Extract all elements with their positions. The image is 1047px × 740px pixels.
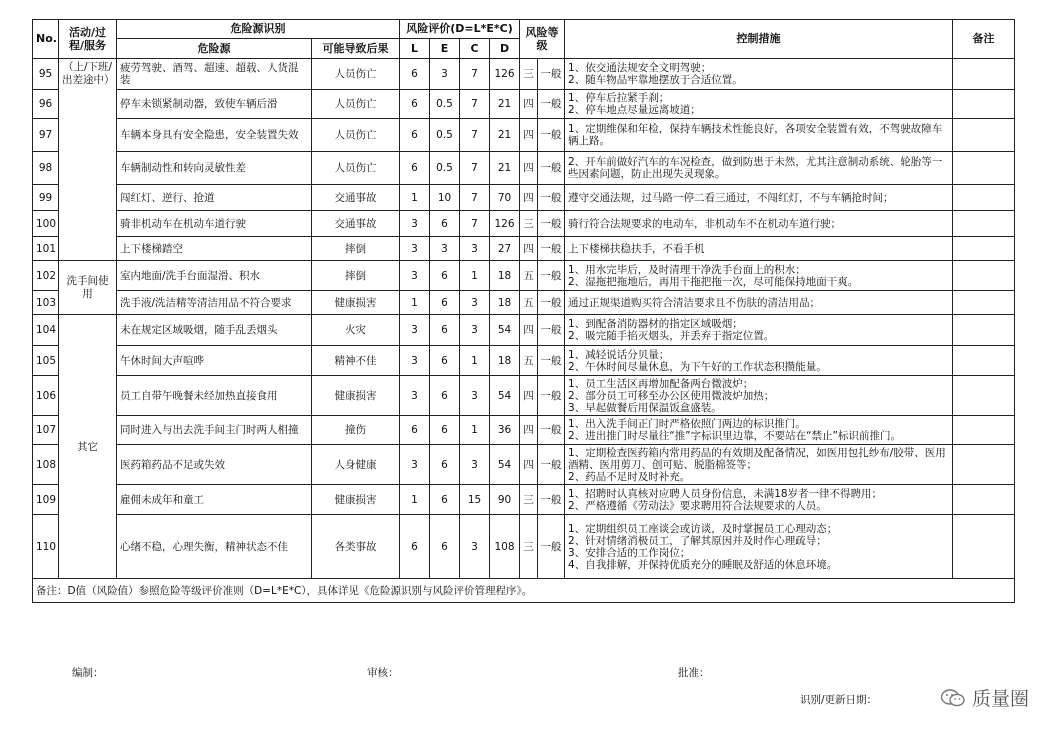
header-control: 控制措施 xyxy=(565,20,953,59)
control-line: 1、依交通法规安全文明驾驶； xyxy=(568,62,712,74)
prepared-by-label: 编制： xyxy=(72,667,104,679)
d-value: 54 xyxy=(490,315,520,346)
l-value: 6 xyxy=(400,515,430,579)
c-value: 3 xyxy=(460,515,490,579)
consequence-cell: 摔倒 xyxy=(312,237,400,261)
control-measures xyxy=(565,237,953,261)
risk-level: 四 xyxy=(520,416,538,445)
e-value: 0.5 xyxy=(430,152,460,185)
risk-category: 一般 xyxy=(538,211,565,237)
control-line: 通过正规渠道购买符合清洁要求且不伤肤的清洁用品； xyxy=(568,296,821,309)
control-measures xyxy=(565,515,953,579)
approved-by-label: 批准： xyxy=(678,667,710,679)
risk-level: 五 xyxy=(520,291,538,315)
control-line: 2、严格遵循《劳动法》要求聘用符合法规要求的人员。 xyxy=(568,499,827,512)
e-value: 6 xyxy=(430,261,460,291)
remark-cell xyxy=(953,346,1015,376)
l-value: 3 xyxy=(400,315,430,346)
header-hazard: 危险源 xyxy=(117,39,312,59)
l-value: 1 xyxy=(400,291,430,315)
row-number: 97 xyxy=(33,119,59,152)
row-number: 98 xyxy=(33,152,59,185)
c-value: 7 xyxy=(460,185,490,211)
l-value: 3 xyxy=(400,445,430,485)
e-value: 6 xyxy=(430,445,460,485)
consequence-cell: 火灾 xyxy=(312,315,400,346)
control-line: 2、随车物品牢靠地摆放于合适位置。 xyxy=(568,74,743,86)
control-line: 遵守交通法规，过马路一停二看三通过，不闯红灯，不与车辆抢时间； xyxy=(568,191,894,204)
control-measures xyxy=(565,185,953,211)
l-value: 1 xyxy=(400,485,430,515)
risk-category: 一般 xyxy=(538,261,565,291)
d-value: 21 xyxy=(490,119,520,152)
control-line: 2、吸完随手掐灭烟头，并丢弃于指定位置。 xyxy=(568,330,775,342)
table-row xyxy=(33,90,1015,119)
remark-cell xyxy=(953,485,1015,515)
c-value: 7 xyxy=(460,211,490,237)
remark-cell xyxy=(953,315,1015,346)
risk-register-table xyxy=(32,19,1015,603)
control-measures xyxy=(565,416,953,445)
table-row xyxy=(33,485,1015,515)
hazard-cell: 骑非机动车在机动车道行驶 xyxy=(117,211,312,237)
remark-cell xyxy=(953,152,1015,185)
consequence-cell: 人员伤亡 xyxy=(312,119,400,152)
row-number: 96 xyxy=(33,90,59,119)
control-line: 1、招聘时认真核对应聘人员身份信息，未满18岁者一律不得聘用； xyxy=(568,487,883,500)
table-row xyxy=(33,237,1015,261)
e-value: 6 xyxy=(430,291,460,315)
control-measures xyxy=(565,59,953,90)
d-value: 54 xyxy=(490,445,520,485)
e-value: 10 xyxy=(430,185,460,211)
row-number: 109 xyxy=(33,485,59,515)
control-line: 1、定期组织员工座谈会或访谈，及时掌握员工心理动态； xyxy=(568,522,838,535)
d-value: 90 xyxy=(490,485,520,515)
risk-level: 三 xyxy=(520,515,538,579)
risk-category: 一般 xyxy=(538,346,565,376)
risk-level: 四 xyxy=(520,315,538,346)
remark-cell xyxy=(953,515,1015,579)
control-line: 2、部分员工可移至办公区使用微波炉加热； xyxy=(568,389,775,402)
control-line: 上下楼梯扶稳扶手，不看手机 xyxy=(568,242,705,255)
table-row xyxy=(33,185,1015,211)
d-value: 126 xyxy=(490,211,520,237)
table-row xyxy=(33,416,1015,445)
risk-category: 一般 xyxy=(538,152,565,185)
control-line: 2、午休时间尽量休息，为下午好的工作状态积攒能量。 xyxy=(568,360,827,373)
risk-level: 四 xyxy=(520,445,538,485)
table-row xyxy=(33,291,1015,315)
risk-level: 四 xyxy=(520,185,538,211)
table-row xyxy=(33,346,1015,376)
l-value: 3 xyxy=(400,376,430,416)
control-measures xyxy=(565,211,953,237)
row-number: 101 xyxy=(33,237,59,261)
control-line: 1、减轻说话分贝量； xyxy=(568,348,670,361)
hazard-cell: 午休时间大声喧哗 xyxy=(117,346,312,376)
c-value: 3 xyxy=(460,291,490,315)
risk-category: 一般 xyxy=(538,59,565,90)
table-row xyxy=(33,119,1015,152)
header-L: L xyxy=(400,39,430,59)
risk-level: 四 xyxy=(520,237,538,261)
c-value: 7 xyxy=(460,119,490,152)
l-value: 3 xyxy=(400,261,430,291)
hazard-cell: 心绪不稳，心理失衡，精神状态不佳 xyxy=(117,515,312,579)
c-value: 1 xyxy=(460,416,490,445)
hazard-cell: 洗手液/洗洁精等清洁用品不符合要求 xyxy=(117,291,312,315)
table-body xyxy=(33,59,1015,579)
d-value: 54 xyxy=(490,376,520,416)
d-value: 36 xyxy=(490,416,520,445)
c-value: 1 xyxy=(460,346,490,376)
control-measures xyxy=(565,315,953,346)
l-value: 3 xyxy=(400,346,430,376)
activity-cell: （上/下班/出差途中） xyxy=(59,59,117,261)
risk-category: 一般 xyxy=(538,185,565,211)
remark-cell xyxy=(953,445,1015,485)
e-value: 6 xyxy=(430,315,460,346)
header-remark: 备注 xyxy=(953,20,1015,59)
risk-level: 四 xyxy=(520,90,538,119)
table-row xyxy=(33,211,1015,237)
c-value: 15 xyxy=(460,485,490,515)
hazard-cell: 车辆制动性和转向灵敏性差 xyxy=(117,152,312,185)
control-line: 1、出入洗手间正门时严格依照门两边的标识推门。 xyxy=(568,418,806,430)
l-value: 6 xyxy=(400,59,430,90)
control-measures xyxy=(565,152,953,185)
consequence-cell: 人员伤亡 xyxy=(312,152,400,185)
hazard-cell: 未在规定区域吸烟，随手乱丢烟头 xyxy=(117,315,312,346)
control-line: 2、药品不足时及时补充。 xyxy=(568,470,691,483)
update-date-label: 识别/更新日期： xyxy=(800,694,878,706)
reviewed-by-label: 审核： xyxy=(367,667,399,679)
header-E: E xyxy=(430,39,460,59)
e-value: 6 xyxy=(430,515,460,579)
consequence-cell: 交通事故 xyxy=(312,211,400,237)
l-value: 6 xyxy=(400,119,430,152)
header-level: 风险等级 xyxy=(520,20,565,59)
d-value: 27 xyxy=(490,237,520,261)
watermark-text: 质量圈 xyxy=(971,688,1029,710)
table-row xyxy=(33,376,1015,416)
risk-category: 一般 xyxy=(538,119,565,152)
control-measures xyxy=(565,376,953,416)
c-value: 7 xyxy=(460,59,490,90)
hazard-cell: 室内地面/洗手台面湿滑、积水 xyxy=(117,261,312,291)
d-value: 18 xyxy=(490,346,520,376)
table-row xyxy=(33,515,1015,579)
c-value: 7 xyxy=(460,90,490,119)
d-value: 18 xyxy=(490,291,520,315)
d-value: 21 xyxy=(490,152,520,185)
hazard-cell: 医药箱药品不足或失效 xyxy=(117,445,312,485)
header-C: C xyxy=(460,39,490,59)
e-value: 0.5 xyxy=(430,90,460,119)
control-line: 3、早起做餐后用保温饭盒盛装。 xyxy=(568,401,722,414)
header-consequence: 可能导致后果 xyxy=(312,39,400,59)
d-value: 18 xyxy=(490,261,520,291)
consequence-cell: 撞伤 xyxy=(312,416,400,445)
control-measures xyxy=(565,261,953,291)
hazard-cell: 车辆本身具有安全隐患，安全装置失效 xyxy=(117,119,312,152)
row-number: 107 xyxy=(33,416,59,445)
consequence-cell: 摔倒 xyxy=(312,261,400,291)
control-line: 4、自我排解，并保持优质充分的睡眠及舒适的休息环境。 xyxy=(568,558,838,571)
risk-category: 一般 xyxy=(538,291,565,315)
remark-cell xyxy=(953,237,1015,261)
consequence-cell: 健康损害 xyxy=(312,376,400,416)
e-value: 3 xyxy=(430,59,460,90)
table-row xyxy=(33,445,1015,485)
control-line: 1、用水完毕后，及时清理干净洗手台面上的积水； xyxy=(568,263,806,276)
remark-cell xyxy=(953,211,1015,237)
hazard-cell: 疲劳驾驶、酒驾、超速、超载、人货混装 xyxy=(117,59,312,90)
e-value: 6 xyxy=(430,211,460,237)
c-value: 3 xyxy=(460,315,490,346)
remark-cell xyxy=(953,185,1015,211)
control-line: 2、湿拖把拖地后，再用干拖把拖一次，尽可能保持地面干爽。 xyxy=(568,275,859,288)
header-risk-eval: 风险评价(D=L*E*C) xyxy=(400,20,520,39)
table-row xyxy=(33,152,1015,185)
control-measures xyxy=(565,346,953,376)
row-number: 108 xyxy=(33,445,59,485)
hazard-cell: 员工自带午晚餐未经加热直接食用 xyxy=(117,376,312,416)
control-measures xyxy=(565,90,953,119)
control-line: 1、员工生活区再增加配备两台微波炉； xyxy=(568,377,754,390)
risk-level: 三 xyxy=(520,485,538,515)
e-value: 6 xyxy=(430,416,460,445)
risk-level: 三 xyxy=(520,59,538,90)
control-line: 1、定期维保和年检，保持车辆技术性能良好，各项安全装置有效，不驾驶故障车辆上路。 xyxy=(568,123,943,147)
consequence-cell: 交通事故 xyxy=(312,185,400,211)
row-number: 102 xyxy=(33,261,59,291)
watermark xyxy=(940,684,1029,711)
remark-cell xyxy=(953,416,1015,445)
activity-cell: 洗手间使用 xyxy=(59,261,117,315)
risk-category: 一般 xyxy=(538,416,565,445)
consequence-cell: 健康损害 xyxy=(312,485,400,515)
l-value: 6 xyxy=(400,416,430,445)
risk-level: 四 xyxy=(520,376,538,416)
risk-level: 四 xyxy=(520,152,538,185)
footnote: 备注：D值（风险值）参照危险等级评价准则（D=L*E*C），具体详见《危险源识别与风险评价管理程序》。 xyxy=(33,579,1015,603)
row-number: 104 xyxy=(33,315,59,346)
remark-cell xyxy=(953,119,1015,152)
header-hazard-id: 危险源识别 xyxy=(117,20,400,39)
remark-cell xyxy=(953,376,1015,416)
risk-category: 一般 xyxy=(538,445,565,485)
d-value: 126 xyxy=(490,59,520,90)
header-D: D xyxy=(490,39,520,59)
row-number: 106 xyxy=(33,376,59,416)
control-line: 2、进出推门时尽量往“推”字标识里边靠，不要站在“禁止”标识前推门。 xyxy=(568,430,901,442)
e-value: 6 xyxy=(430,376,460,416)
control-line: 骑行符合法规要求的电动车，非机动车不在机动车道行驶； xyxy=(568,217,842,230)
l-value: 6 xyxy=(400,152,430,185)
control-line: 1、停车后拉紧手刹； xyxy=(568,92,670,104)
l-value: 3 xyxy=(400,211,430,237)
l-value: 3 xyxy=(400,237,430,261)
hazard-cell: 上下楼梯踏空 xyxy=(117,237,312,261)
e-value: 3 xyxy=(430,237,460,261)
remark-cell xyxy=(953,90,1015,119)
consequence-cell: 健康损害 xyxy=(312,291,400,315)
c-value: 3 xyxy=(460,376,490,416)
risk-category: 一般 xyxy=(538,515,565,579)
hazard-cell: 雇佣未成年和童工 xyxy=(117,485,312,515)
control-line: 1、定期检查医药箱内常用药品的有效期及配备情况，如医用包扎纱布/胶带、医用酒精、医用剪刀、创可贴、脱脂棉签等； xyxy=(568,446,946,471)
wechat-icon xyxy=(940,688,966,708)
row-number: 105 xyxy=(33,346,59,376)
consequence-cell: 人员伤亡 xyxy=(312,59,400,90)
l-value: 1 xyxy=(400,185,430,211)
control-measures xyxy=(565,485,953,515)
remark-cell xyxy=(953,291,1015,315)
hazard-cell: 闯红灯、逆行、抢道 xyxy=(117,185,312,211)
risk-category: 一般 xyxy=(538,485,565,515)
control-line: 2、开车前做好汽车的车况检查，做到防患于未然，尤其注意制动系统、轮胎等一些因素问题，防止出现失灵现象。 xyxy=(568,156,943,180)
row-number: 99 xyxy=(33,185,59,211)
hazard-cell: 停车未锁紧制动器，致使车辆后滑 xyxy=(117,90,312,119)
e-value: 0.5 xyxy=(430,119,460,152)
c-value: 1 xyxy=(460,261,490,291)
remark-cell xyxy=(953,59,1015,90)
risk-level: 三 xyxy=(520,211,538,237)
row-number: 100 xyxy=(33,211,59,237)
consequence-cell: 精神不佳 xyxy=(312,346,400,376)
remark-cell xyxy=(953,261,1015,291)
c-value: 7 xyxy=(460,152,490,185)
control-measures xyxy=(565,291,953,315)
c-value: 3 xyxy=(460,237,490,261)
d-value: 21 xyxy=(490,90,520,119)
table-row xyxy=(33,59,1015,90)
consequence-cell: 人员伤亡 xyxy=(312,90,400,119)
e-value: 6 xyxy=(430,485,460,515)
risk-category: 一般 xyxy=(538,90,565,119)
d-value: 108 xyxy=(490,515,520,579)
control-measures xyxy=(565,445,953,485)
risk-level: 五 xyxy=(520,261,538,291)
risk-category: 一般 xyxy=(538,237,565,261)
control-line: 2、停车地点尽量远离坡道； xyxy=(568,104,701,116)
activity-cell: 其它 xyxy=(59,315,117,579)
row-number: 110 xyxy=(33,515,59,579)
risk-category: 一般 xyxy=(538,376,565,416)
consequence-cell: 人身健康 xyxy=(312,445,400,485)
control-line: 2、针对情绪消极员工，了解其原因并及时作心理疏导； xyxy=(568,534,827,547)
header-no: No. xyxy=(33,20,59,59)
table-row xyxy=(33,315,1015,346)
row-number: 103 xyxy=(33,291,59,315)
e-value: 6 xyxy=(430,346,460,376)
l-value: 6 xyxy=(400,90,430,119)
risk-category: 一般 xyxy=(538,315,565,346)
risk-level: 五 xyxy=(520,346,538,376)
hazard-cell: 同时进入与出去洗手间主门时两人相撞 xyxy=(117,416,312,445)
row-number: 95 xyxy=(33,59,59,90)
d-value: 70 xyxy=(490,185,520,211)
header-activity: 活动/过程/服务 xyxy=(59,20,117,59)
table-row xyxy=(33,261,1015,291)
control-line: 1、到配备消防器材的指定区域吸烟； xyxy=(568,318,743,330)
control-line: 3、安排合适的工作岗位； xyxy=(568,546,691,559)
consequence-cell: 各类事故 xyxy=(312,515,400,579)
control-measures xyxy=(565,119,953,152)
risk-level: 四 xyxy=(520,119,538,152)
c-value: 3 xyxy=(460,445,490,485)
